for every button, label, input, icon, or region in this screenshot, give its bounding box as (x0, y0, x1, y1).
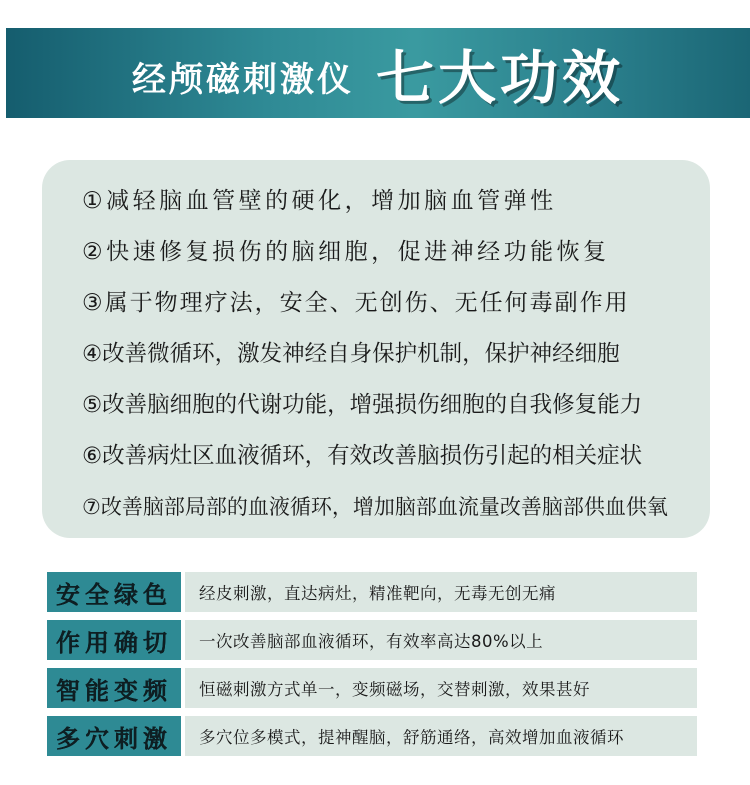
feature-label-text: 作用确切 (56, 628, 172, 657)
feature-row-safe (47, 572, 697, 612)
feature-row-multi (47, 716, 697, 756)
benefit-list (82, 182, 690, 539)
benefit-item-3: ③属于物理疗法，安全、无创伤、无任何毒副作用 (82, 290, 630, 316)
feature-label (47, 716, 181, 756)
feature-label (47, 572, 181, 612)
feature-row-effective (47, 620, 697, 660)
benefit-item-1: ①减轻脑血管壁的硬化，增加脑血管弹性 (82, 188, 557, 214)
benefits-panel (42, 160, 710, 538)
benefit-item-6: ⑥改善病灶区血液循环，有效改善脑损伤引起的相关症状 (82, 443, 643, 469)
feature-desc: 经皮刺激，直达病灶，精准靶向，无毒无创无痛 (185, 572, 697, 612)
header-banner (6, 28, 750, 118)
feature-desc: 恒磁刺激方式单一，变频磁场，交替刺激，效果甚好 (185, 668, 697, 708)
benefit-item-7: ⑦改善脑部局部的血液循环，增加脑部血流量改善脑部供血供氧 (82, 495, 668, 519)
feature-table (47, 572, 697, 764)
banner-subtitle: 经颅磁刺激仪 (131, 59, 354, 100)
benefit-item-4: ④改善微循环，激发神经自身保护机制，保护神经细胞 (82, 341, 620, 367)
benefit-item-5: ⑤改善脑细胞的代谢功能，增强损伤细胞的自我修复能力 (82, 392, 643, 418)
feature-label-text: 安全绿色 (56, 580, 172, 609)
feature-row-smart (47, 668, 697, 708)
feature-label (47, 668, 181, 708)
feature-label-text: 智能变频 (56, 676, 172, 705)
feature-desc: 一次改善脑部血液循环，有效率高达80%以上 (185, 620, 697, 660)
feature-label-text: 多穴刺激 (56, 724, 172, 753)
banner-title: 七大功效 (375, 44, 624, 112)
feature-desc: 多穴位多模式，提神醒脑，舒筋通络，高效增加血液循环 (185, 716, 697, 756)
benefit-item-2: ②快速修复损伤的脑细胞，促进神经功能恢复 (82, 239, 610, 265)
feature-label (47, 620, 181, 660)
